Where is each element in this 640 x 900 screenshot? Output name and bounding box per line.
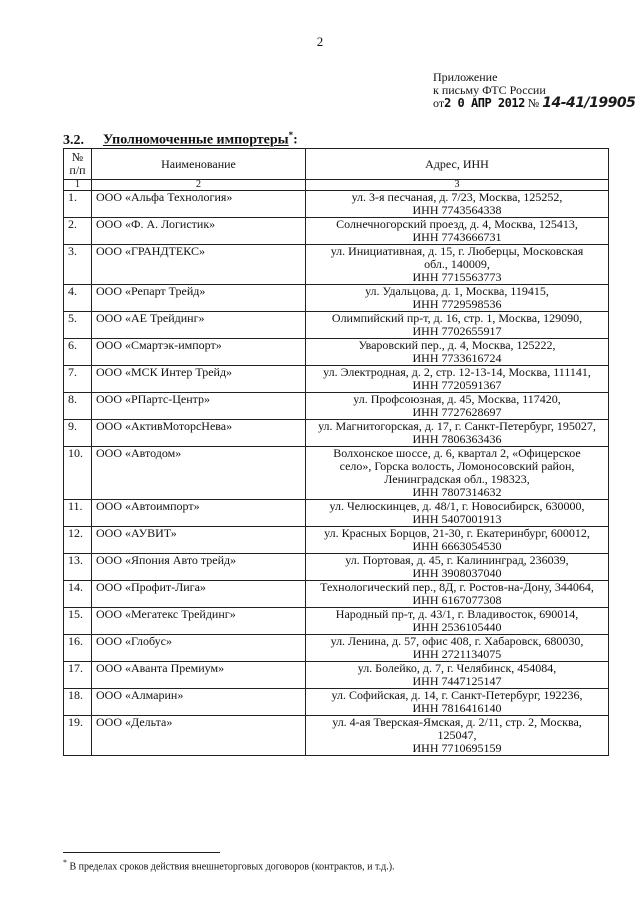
table-row <box>64 608 609 635</box>
section-number: 3.2. <box>63 132 84 148</box>
company-address <box>306 554 609 581</box>
address-line: ИНН 7715563773 <box>412 270 502 284</box>
company-name: ООО «МСК Интер Трейд» <box>92 366 306 393</box>
appendix-block <box>433 71 635 110</box>
row-number: 16. <box>64 635 92 662</box>
address-line: ИНН 7743666731 <box>412 230 502 244</box>
row-number: 2. <box>64 218 92 245</box>
address-line: ул. Профсоюзная, д. 45, Москва, 117420, <box>353 392 561 406</box>
row-number: 15. <box>64 608 92 635</box>
company-address <box>306 500 609 527</box>
address-line: ИНН 6167077308 <box>412 593 502 607</box>
table-row <box>64 554 609 581</box>
company-address <box>306 312 609 339</box>
address-line: Народный пр-т, д. 43/1, г. Владивосток, 690014, <box>335 607 579 621</box>
handwritten-number: 14-41/19905 <box>542 95 636 111</box>
address-line: ул. 4-ая Тверская-Ямская, д. 2/11, стр. 2, Москва, <box>332 715 582 729</box>
address-line: Олимпийский пр-т, д. 16, стр. 1, Москва, 129090, <box>331 311 583 325</box>
footnote-mark: * <box>63 858 67 867</box>
address-line: Солнечногорский проезд, д. 4, Москва, 125413, <box>336 217 578 231</box>
table-row <box>64 191 609 218</box>
section-heading <box>63 130 298 149</box>
company-address <box>306 608 609 635</box>
company-name: ООО «Глобус» <box>92 635 306 662</box>
row-number: 19. <box>64 716 92 756</box>
address-line: Уваровский пер., д. 4, Москва, 125222, <box>358 338 556 352</box>
address-line: Ленинградская обл., 198323, <box>384 472 530 486</box>
company-name: ООО «АУВИТ» <box>92 527 306 554</box>
company-name: ООО «Автодом» <box>92 447 306 500</box>
row-number: 12. <box>64 527 92 554</box>
row-number: 18. <box>64 689 92 716</box>
table-row <box>64 527 609 554</box>
address-line: ул. Челюскинцев, д. 48/1, г. Новосибирск, 630000, <box>329 499 585 513</box>
table-row <box>64 635 609 662</box>
company-address <box>306 393 609 420</box>
table-row <box>64 366 609 393</box>
address-line: ИНН 7816416140 <box>412 701 502 715</box>
row-number: 17. <box>64 662 92 689</box>
footnote-divider <box>63 852 220 853</box>
section-footnote-mark: * <box>288 130 294 140</box>
appendix-date-line <box>433 97 635 110</box>
table-row <box>64 716 609 756</box>
address-line: ул. Софийская, д. 14, г. Санкт-Петербург, 192236, <box>331 688 583 702</box>
column-index-row <box>64 180 609 191</box>
company-name: ООО «Профит-Лига» <box>92 581 306 608</box>
address-line: ИНН 7807314632 <box>412 485 502 499</box>
table-body <box>64 191 609 756</box>
company-name: ООО «Автоимпорт» <box>92 500 306 527</box>
table-row <box>64 447 609 500</box>
company-address <box>306 716 609 756</box>
company-name: ООО «Репарт Трейд» <box>92 285 306 312</box>
company-name: ООО «ГРАНДТЕКС» <box>92 245 306 285</box>
address-line: ул. Портовая, д. 45, г. Калининград, 236039, <box>345 553 569 567</box>
company-address <box>306 527 609 554</box>
header-name: Наименование <box>92 149 306 180</box>
company-name: ООО «Альфа Технология» <box>92 191 306 218</box>
company-name: ООО «РПартс-Центр» <box>92 393 306 420</box>
column-index-address: 3 <box>306 180 609 191</box>
address-line: 125047, <box>437 728 477 742</box>
address-line: ул. Удальцова, д. 1, Москва, 119415, <box>365 284 549 298</box>
address-line: ИНН 7447125147 <box>412 674 502 688</box>
company-address <box>306 366 609 393</box>
row-number: 3. <box>64 245 92 285</box>
address-line: ул. Болейко, д. 7, г. Челябинск, 454084, <box>357 661 557 675</box>
row-number: 11. <box>64 500 92 527</box>
company-address <box>306 245 609 285</box>
footnote <box>63 858 395 872</box>
row-number: 13. <box>64 554 92 581</box>
section-title: Уполномоченные импортеры <box>103 132 289 148</box>
address-line: ул. Магнитогорская, д. 17, г. Санкт-Петербург, 195027, <box>318 419 596 433</box>
table-header-row <box>64 149 609 180</box>
company-address <box>306 581 609 608</box>
address-line: ИНН 7720591367 <box>412 378 502 392</box>
address-line: ИНН 7743564338 <box>412 203 502 217</box>
company-address <box>306 689 609 716</box>
header-address: Адрес, ИНН <box>306 149 609 180</box>
table-row <box>64 662 609 689</box>
address-line: ИНН 7806363436 <box>412 432 502 446</box>
company-name: ООО «Аванта Премиум» <box>92 662 306 689</box>
table-row <box>64 285 609 312</box>
header-num: № п/п <box>64 149 92 180</box>
company-name: ООО «АЕ Трейдинг» <box>92 312 306 339</box>
footnote-text: В пределах сроков действия внешнеторговых договоров (контрактов, и т.д.). <box>67 861 395 873</box>
company-address <box>306 285 609 312</box>
address-line: ул. Ленина, д. 57, офис 408, г. Хабаровск, 680030, <box>330 634 584 648</box>
table-row <box>64 339 609 366</box>
page-number: 2 <box>316 34 324 49</box>
number-label: № <box>527 96 540 110</box>
address-line: ИНН 2721134075 <box>412 647 502 661</box>
table-row <box>64 312 609 339</box>
address-line: Технологический пер., 8Д, г. Ростов-на-Дону, 344064, <box>320 580 594 594</box>
address-line: ул. Красных Борцов, 21-30, г. Екатеринбург, 600012, <box>324 526 590 540</box>
table-row <box>64 500 609 527</box>
company-name: ООО «АктивМоторсНева» <box>92 420 306 447</box>
table-row <box>64 245 609 285</box>
table-row <box>64 420 609 447</box>
company-name: ООО «Мегатекс Трейдинг» <box>92 608 306 635</box>
address-line: ИНН 7733616724 <box>412 351 502 365</box>
table-row <box>64 581 609 608</box>
row-number: 5. <box>64 312 92 339</box>
stamped-date: 2 0 АПР 2012 <box>444 96 525 110</box>
row-number: 10. <box>64 447 92 500</box>
row-number: 9. <box>64 420 92 447</box>
address-line: ИНН 7710695159 <box>412 741 502 755</box>
company-address <box>306 339 609 366</box>
company-name: ООО «Алмарин» <box>92 689 306 716</box>
address-line: Волхонское шоссе, д. 6, квартал 2, «Офицерское <box>333 446 581 460</box>
address-line: ул. Инициативная, д. 15, г. Люберцы, Московская <box>330 244 584 258</box>
section-colon: : <box>293 132 298 148</box>
row-number: 8. <box>64 393 92 420</box>
address-line: ИНН 7727628697 <box>412 405 502 419</box>
address-line: ИНН 6663054530 <box>412 539 502 553</box>
importers-table <box>63 148 609 756</box>
address-line: ИНН 5407001913 <box>412 512 502 526</box>
appendix-label: Приложение <box>433 70 498 84</box>
address-line: ул. Электродная, д. 2, стр. 12-13-14, Москва, 111141, <box>323 365 591 379</box>
address-line: село», Горска волость, Ломоносовский район, <box>339 459 575 473</box>
company-address <box>306 447 609 500</box>
row-number: 14. <box>64 581 92 608</box>
address-line: ИНН 2536105440 <box>412 620 502 634</box>
company-address <box>306 420 609 447</box>
column-index-num: 1 <box>64 180 92 191</box>
company-name: ООО «Смартэк-импорт» <box>92 339 306 366</box>
company-address <box>306 191 609 218</box>
company-name: ООО «Дельта» <box>92 716 306 756</box>
table-row <box>64 218 609 245</box>
table-row <box>64 393 609 420</box>
address-line: ул. 3-я песчаная, д. 7/23, Москва, 125252, <box>351 190 563 204</box>
address-line: обл., 140009, <box>424 257 490 271</box>
address-line: ИНН 7729598536 <box>412 297 502 311</box>
company-address <box>306 662 609 689</box>
appendix-from-label: от <box>433 96 445 110</box>
row-number: 4. <box>64 285 92 312</box>
row-number: 1. <box>64 191 92 218</box>
company-name: ООО «Ф. А. Логистик» <box>92 218 306 245</box>
address-line: ИНН 7702655917 <box>412 324 502 338</box>
company-address <box>306 635 609 662</box>
row-number: 7. <box>64 366 92 393</box>
column-index-name: 2 <box>92 180 306 191</box>
address-line: ИНН 3908037040 <box>412 566 502 580</box>
appendix-reference: к письму ФТС России <box>433 83 546 97</box>
company-name: ООО «Япония Авто трейд» <box>92 554 306 581</box>
table-row <box>64 689 609 716</box>
row-number: 6. <box>64 339 92 366</box>
company-address <box>306 218 609 245</box>
